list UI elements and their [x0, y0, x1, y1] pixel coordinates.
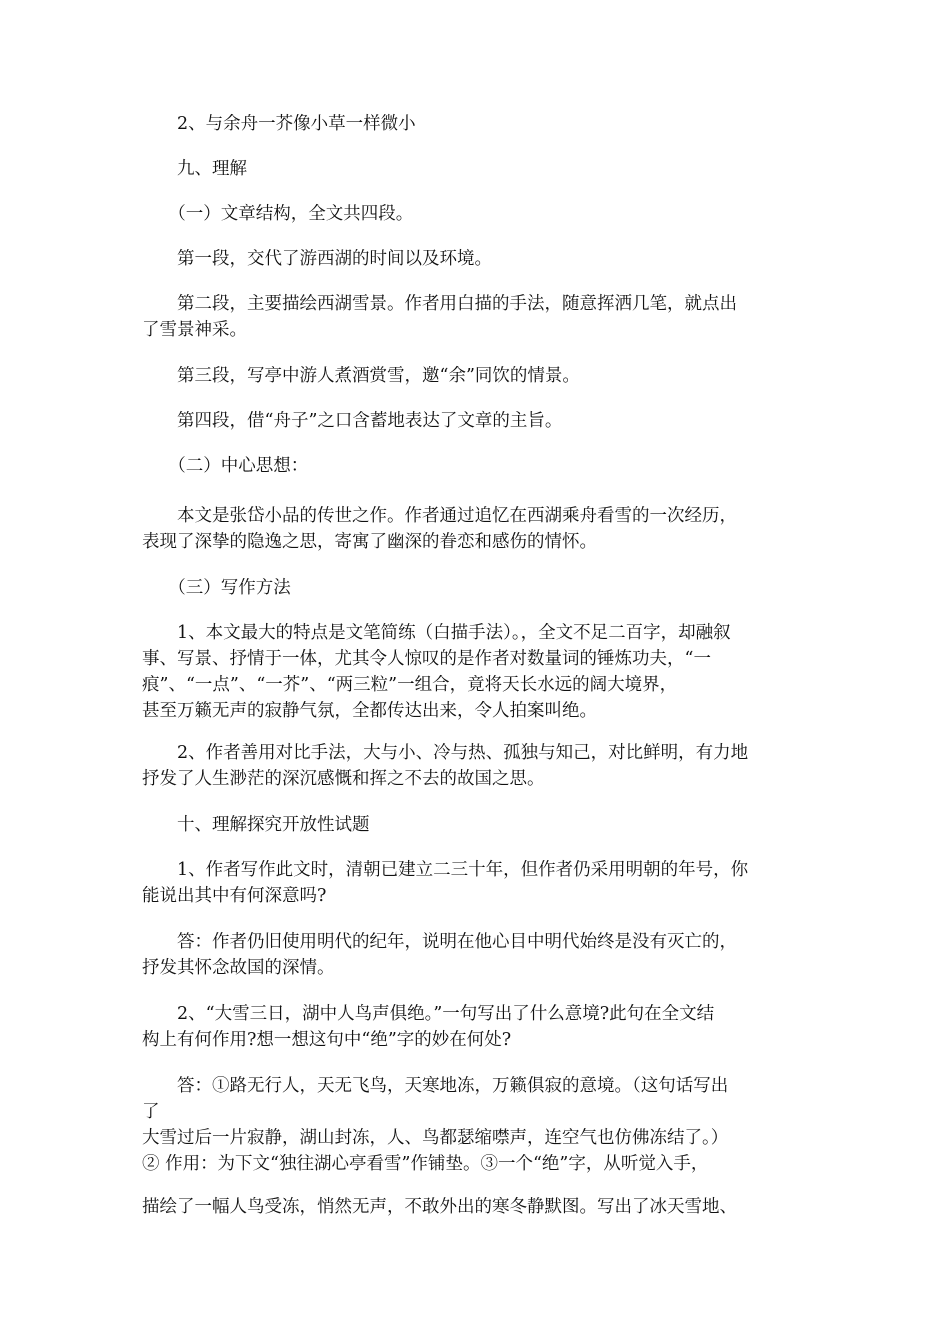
text-line: 第二段，主要描绘西湖雪景。作者用白描的手法，随意挥洒几笔，就点出	[142, 294, 737, 314]
text-line: 1、本文最大的特点是文笔简练（白描手法）。，全文不足二百字，却融叙	[142, 623, 731, 643]
paragraph	[142, 363, 806, 389]
paragraph	[142, 246, 806, 272]
text-line: （一）文章结构，全文共四段。	[142, 204, 414, 224]
text-line: 九、理解	[142, 159, 247, 179]
paragraph	[142, 740, 806, 792]
text-line: 甚至万籁无声的寂静气氛，全都传达出来，令人拍案叫绝。	[142, 701, 597, 721]
text-line: 本文是张岱小品的传世之作。作者通过追忆在西湖乘舟看雪的一次经历，	[142, 506, 737, 526]
section-heading	[142, 156, 806, 182]
text-line: 了雪景神采。	[142, 320, 247, 340]
text-line: 十、理解探究开放性试题	[142, 815, 370, 835]
text-line: 痕”、“一点”、“一芥”、“两三粒”一组合，竟将天长水远的阔大境界，	[142, 675, 678, 695]
text-line: 能说出其中有何深意吗?	[142, 886, 327, 906]
text-line: 描绘了一幅人鸟受冻，悄然无声，不敢外出的寒冬静默图。写出了冰天雪地、	[142, 1197, 737, 1217]
text-line: 答：作者仍旧使用明代的纪年，说明在他心目中明代始终是没有灭亡的，	[142, 932, 737, 952]
text-line: 事、写景、抒情于一体，尤其令人惊叹的是作者对数量词的锤炼功夫，“一	[142, 649, 711, 669]
text-line: 构上有何作用?想一想这句中“绝”字的妙在何处?	[142, 1030, 512, 1050]
text-line: 抒发其怀念故国的深情。	[142, 958, 335, 978]
text-line: 表现了深挚的隐逸之思，寄寓了幽深的眷恋和感伤的情怀。	[142, 532, 597, 552]
text-line: ② 作用：为下文“独往湖心亭看雪”作铺垫。③一个“绝”字，从听觉入手，	[142, 1154, 709, 1174]
text-line: （二）中心思想：	[142, 456, 309, 476]
section-heading	[142, 812, 806, 838]
text-line: 第三段，写亭中游人煮酒赏雪，邀“余”同饮的情景。	[142, 366, 580, 386]
answer-paragraph	[142, 1073, 806, 1177]
paragraph	[142, 111, 806, 137]
question-paragraph	[142, 857, 806, 909]
text-line: 2、“大雪三日，湖中人鸟声俱绝。”一句写出了什么意境?此句在全文结	[142, 1004, 715, 1024]
text-line: 2、与余舟一芥像小草一样微小	[142, 114, 416, 134]
subsection-heading	[142, 201, 806, 227]
paragraph	[142, 503, 806, 555]
text-line: 第四段，借“舟子”之口含蓄地表达了文章的主旨。	[142, 411, 563, 431]
text-line: 抒发了人生渺茫的深沉感慨和挥之不去的故国之思。	[142, 769, 545, 789]
answer-paragraph	[142, 929, 806, 981]
text-line: 答：①路无行人，天无飞鸟，天寒地冻，万籁俱寂的意境。（这句话写出	[142, 1076, 729, 1096]
paragraph	[142, 620, 806, 724]
text-line: 大雪过后一片寂静，湖山封冻，人、鸟都瑟缩噤声，连空气也仿佛冻结了。）	[142, 1128, 729, 1148]
paragraph	[142, 408, 806, 434]
text-line: （三）写作方法	[142, 578, 291, 598]
text-line: 第一段，交代了游西湖的时间以及环境。	[142, 249, 492, 269]
subsection-heading	[142, 453, 806, 479]
text-line: 1、作者写作此文时，清朝已建立二三十年，但作者仍采用明朝的年号，你	[142, 860, 749, 880]
answer-paragraph-continued	[142, 1194, 806, 1220]
text-line: 2、作者善用对比手法，大与小、冷与热、孤独与知己，对比鲜明，有力地	[142, 743, 749, 763]
subsection-heading	[142, 575, 806, 601]
question-paragraph	[142, 1001, 806, 1053]
paragraph	[142, 291, 806, 343]
text-line: 了	[142, 1102, 160, 1122]
